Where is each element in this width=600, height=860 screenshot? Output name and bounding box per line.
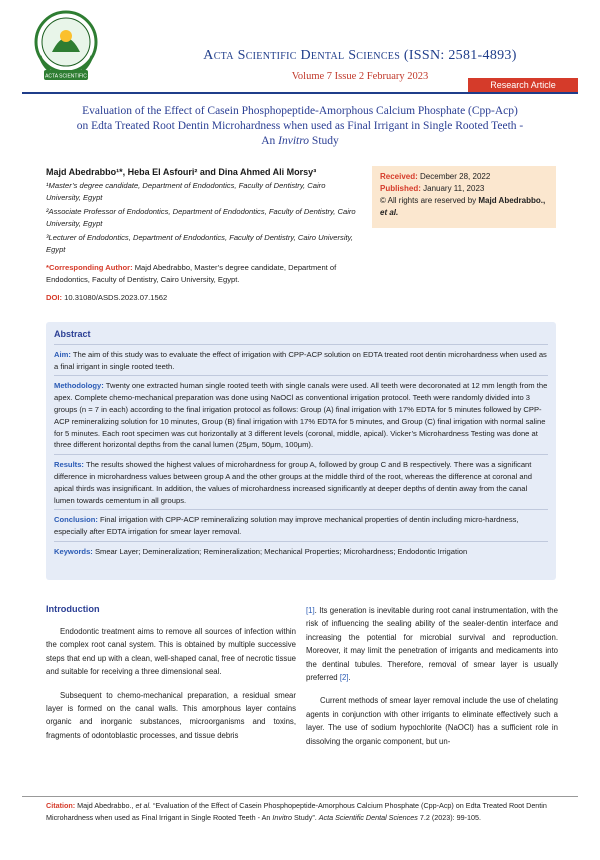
header-rule: [22, 92, 578, 94]
doi[interactable]: DOI: 10.31080/ASDS.2023.07.1562: [46, 293, 168, 302]
affiliation-item: ¹Master’s degree candidate, Department of Endodontics, Faculty of Dentistry, Cairo University, Egypt: [46, 181, 326, 202]
article-type-badge: Research Article: [468, 78, 578, 92]
logo-text: ACTA SCIENTIFIC: [45, 73, 87, 80]
abstract-methodology: Methodology: Twenty one extracted human single rooted teeth with single canals were used. All teeth were decoronated at 12 mm length from the apex. Complete chemo-mechanical preparation was done using NaOCl as conventional irrigation protocol. Teeth were randomly divided into 3 groups (n = 7 in each) according to the final irrigation protocol as follows: Group (A) final irrigation with 17% EDTA for 5 minutes followed by CPP-ACP remineralizing solution for 10 minutes, Group (B) final irrigation with 17% EDTA for 5 minutes, and Group (C) final irrigation with normal saline for 5 minutes. Each root specimen was cut horizontally at 3 different levels (coronal, middle, apical). Vicker’s Microhardness Testing was done at three different horizontal depths from the canal lumen (25μm, 50μm, 100μm).: [54, 381, 548, 450]
abstract-conclusion: Conclusion: Final irrigation with CPP-ACP remineralizing solution may improve mechanical properties of dentin including micro-hardness, especially after EDTA irrigation for smear layer removal.: [54, 515, 519, 537]
affiliations: [46, 180, 362, 258]
affiliation-item: ²Associate Professor of Endodontics, Department of Endodontics, Faculty of Dentistry, Cairo University, Egypt: [46, 207, 356, 228]
title-line-1: Evaluation of the Effect of Casein Phosphopeptide-Amorphous Calcium Phosphate (Cpp-Acp): [82, 105, 518, 117]
intro-heading: Introduction: [46, 604, 100, 614]
intro-paragraph: Endodontic treatment aims to remove all sources of infection within the complex root canal system. This is obtained by multiple successive steps that end up with a clean, well-shaped canal, free of necrotic tissue and suitable for receiving a three dimensional seal.: [46, 627, 296, 677]
author-list: Majd Abedrabbo¹*, Heba El Asfouri² and Dina Ahmed Ali Morsy³: [46, 167, 317, 177]
title-line-2: on Edta Treated Root Dentin Microhardness when used as Final Irrigant in Single Rooted Teeth -: [76, 120, 524, 132]
article-title: [40, 104, 560, 149]
copyright: © All rights are reserved by Majd Abedrabbo., et al.: [380, 196, 546, 217]
affiliation-item: ³Lecturer of Endodontics, Department of Endodontics, Faculty of Dentistry, Cairo University, Egypt: [46, 233, 353, 254]
published-date: Published: January 11, 2023: [380, 184, 485, 193]
issue-line: Volume 7 Issue 2 February 2023: [291, 71, 429, 82]
abstract-results: Results: The results showed the highest values of microhardness for group A, followed by group C and B respectively. There was a significant difference in microhardness values between group A and the other groups at the middle third of the root, whereas the difference at coronal and apical thirds was insignificant. In addition, the values of microhardness increased significantly at deeper depths of dentin away from the canal lumen towards cementum in all groups.: [54, 460, 533, 505]
footer-rule: [22, 796, 578, 797]
reference-link[interactable]: [1]: [306, 606, 315, 615]
body-column-right: [306, 604, 558, 758]
dates-box: [372, 166, 556, 228]
received-date: Received: December 28, 2022: [380, 172, 491, 181]
abstract-aim: Aim: The aim of this study was to evaluate the effect of irrigation with CPP-ACP solution on EDTA treated root dentin microhardness when used as a final irrigant in single rooted teeth.: [54, 349, 547, 371]
abstract-box: [46, 322, 556, 580]
journal-logo: [30, 6, 102, 82]
body-column-left: [46, 625, 296, 752]
journal-title: Acta Scientific Dental Sciences (ISSN: 2581-4893): [203, 48, 517, 63]
intro-paragraph: Current methods of smear layer removal include the use of chelating agents in conjunction with other irrigants to eliminate effectively such a layer. The use of sodium hypochlorite (NaOCl) has a sufficient role in dissolving the organic component, but un-: [306, 696, 558, 746]
abstract-keywords: Keywords: Smear Layer; Demineralization; Remineralization; Mechanical Properties; Microhardness; Endodontic Irrigation: [54, 546, 468, 556]
title-line-3: An Invitro Study: [261, 135, 339, 147]
intro-paragraph: Subsequent to chemo-mechanical preparation, a residual smear layer is formed on the canal walls. This amorphous layer contains organic and inorganic substances, microorganisms and toxins, fragments of odontoblastic processes, and tissue debris: [46, 690, 296, 740]
intro-paragraph: [1]. Its generation is inevitable during root canal instrumentation, with the risk of influencing the sealing ability of the sealer-dentin interface and increasing the potential for microbial survival and reproduction. Moreover, it may limit the penetration of irrigants and medicaments into the dentinal tubules. Therefore, removal of smear layer is usually preferred [2].: [306, 606, 558, 683]
reference-link[interactable]: [2]: [339, 673, 349, 683]
abstract-heading: Abstract: [54, 329, 91, 339]
citation: Citation: Majd Abedrabbo., et al. “Evaluation of the Effect of Casein Phosphopeptide-Amorphous Calcium Phosphate (Cpp-Acp) on Edta Treated Root Dentin Microhardness when used as Final Irrigant in Single Rooted Teeth - An Invitro Study”. Acta Scientific Dental Sciences 7.2 (2023): 99-105.: [46, 801, 547, 822]
corresponding-author: *Corresponding Author: Majd Abedrabbo, Master’s degree candidate, Department of Endodontics, Faculty of Dentistry, Cairo University, Egypt.: [46, 263, 337, 284]
